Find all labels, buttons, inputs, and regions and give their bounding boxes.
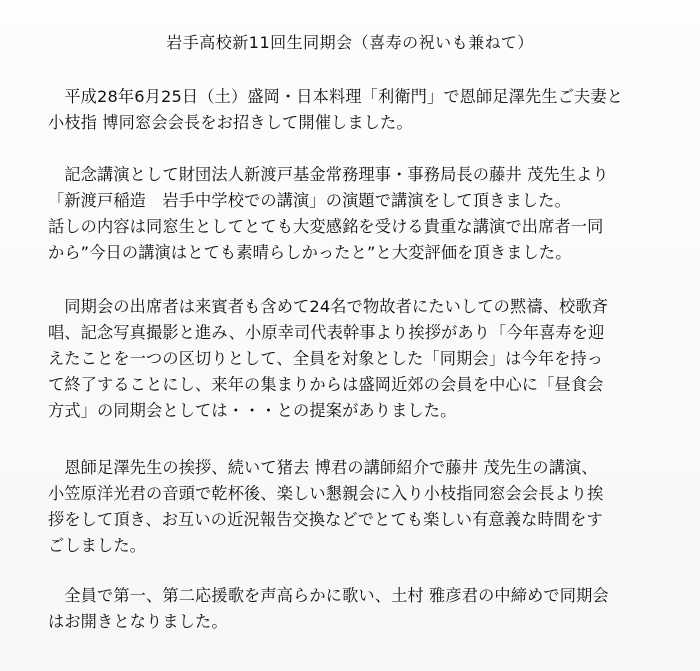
paragraph-line: 小枝指 博同窓会会長をお招きして開催しました。	[48, 113, 413, 132]
paragraph-line: ごしました。	[48, 536, 147, 555]
paragraph-line: 方式」の同期会としては・・・との提案がありました。	[48, 401, 457, 420]
paragraph-line: 小笠原洋光君の音頭で乾杯後、楽しい懇親会に入り小枝指同窓会会長より挨	[48, 484, 604, 503]
paragraph-5	[48, 583, 668, 635]
paragraph-line: て終了することにし、来年の集まりからは盛岡近郊の会員を中心に「昼食会	[48, 375, 604, 394]
paragraph-4	[48, 455, 668, 559]
paragraph-1	[48, 84, 668, 136]
paragraph-line: 全員で第一、第二応援歌を声高らかに歌い、土村 雅彦君の中締めで同期会	[48, 586, 609, 605]
paragraph-line: 話しの内容は同窓生としてとても大変感銘を受ける貴重な講演で出席者一同	[48, 217, 604, 236]
paragraph-line: 恩師足澤先生の挨拶、続いて猪去 博君の講師紹介で藤井 茂先生の講演、	[48, 458, 598, 477]
paragraph-line: 唱、記念写真撮影と進み、小原幸司代表幹事より挨拶があり「今年喜寿を迎	[48, 323, 605, 342]
paragraph-2	[48, 162, 668, 266]
document-title: 岩手高校新11回生同期会（喜寿の祝いも兼ねて）	[166, 33, 534, 52]
paragraph-line: 拶をして頂き、お互いの近況報告交換などでとても楽しい有意義な時間をす	[48, 510, 603, 529]
paragraph-line: 平成28年6月25日（土）盛岡・日本料理「利衛門」で恩師足澤先生ご夫妻と	[48, 87, 624, 106]
paragraph-line: から”今日の講演はとても素晴らしかったと”と大変評価を頂きました。	[48, 243, 572, 262]
paragraph-3	[48, 294, 668, 424]
paragraph-line: えたことを一つの区切りとして、全員を対象とした「同期会」は今年を持っ	[48, 349, 604, 368]
paragraph-line: はお開きとなりました。	[48, 612, 228, 631]
paragraph-line: 記念講演として財団法人新渡戸基金常務理事・事務局長の藤井 茂先生より	[48, 165, 609, 184]
paragraph-line: 同期会の出席者は来賓者も含めて24名で物故者にたいしての黙禱、校歌斉	[48, 297, 609, 316]
paragraph-line: 「新渡戸稲造 岩手中学校での講演」の演題で講演をして頂きました。	[48, 191, 571, 210]
